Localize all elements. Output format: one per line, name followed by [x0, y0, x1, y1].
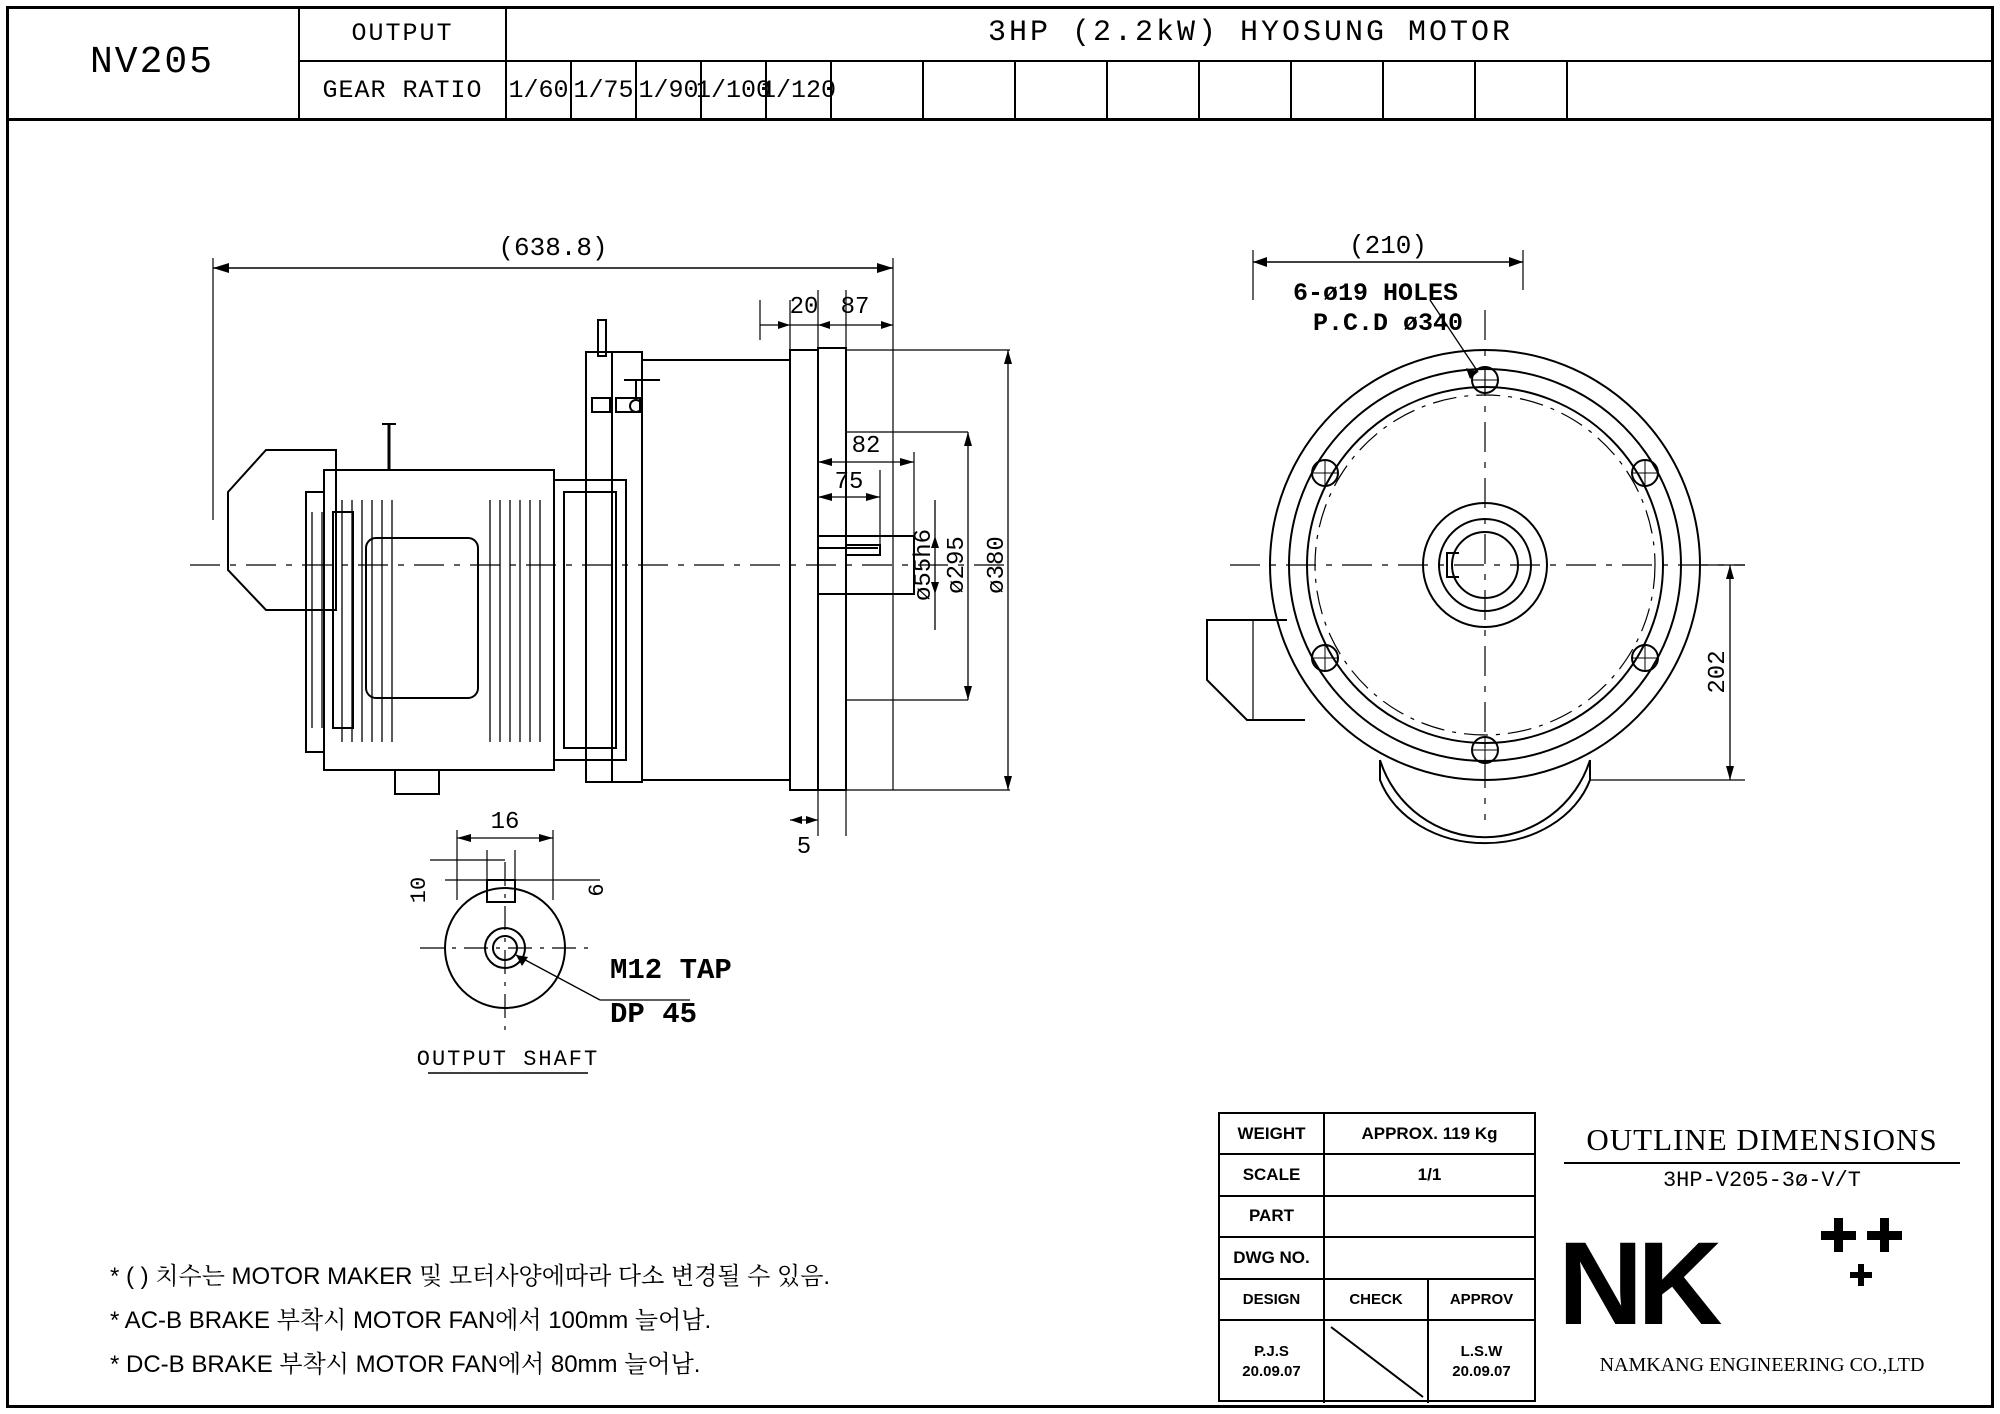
row-weight [1220, 1114, 1534, 1155]
dim-flange-380: ø380 [984, 536, 1011, 594]
drawing-code: 3HP-V205-3ø-V/T [1662, 1168, 1862, 1193]
weight-label: WEIGHT [1220, 1114, 1325, 1153]
dim-75: 75 [834, 469, 864, 496]
model-label: NV205 [89, 40, 215, 84]
part-value [1325, 1197, 1534, 1236]
outline-dimensions-heading: OUTLINE DIMENSIONS [1586, 1122, 1938, 1157]
gear-ratio-value: 1/90 [638, 75, 699, 105]
gear-ratio-value: 1/120 [761, 75, 837, 105]
plus-marks-icon [1821, 1218, 1902, 1286]
note-line-0: * ( ) 치수는 MOTOR MAKER 및 모터사양에따라 다소 변경될 수 있음. [110, 1263, 831, 1290]
note-tap-depth: DP 45 [610, 998, 698, 1031]
row-scale [1220, 1155, 1534, 1196]
dim-overall-length: (638.8) [498, 233, 608, 263]
note-pcd: P.C.D ø340 [1313, 309, 1464, 338]
dim-shaft-diameter: ø55h6 [911, 528, 938, 602]
scale-label: SCALE [1220, 1155, 1325, 1194]
design-name: P.J.S [1254, 1342, 1289, 1360]
design-signature [1220, 1321, 1325, 1403]
dim-202: 202 [1705, 650, 1732, 694]
note-line-2: * DC-B BRAKE 부착시 MOTOR FAN에서 80mm 늘어남. [110, 1351, 701, 1378]
weight-value: APPROX. 119 Kg [1361, 1123, 1498, 1143]
info-table [1218, 1112, 1536, 1402]
company-name: NAMKANG ENGINEERING CO.,LTD [1599, 1354, 1925, 1376]
approv-signature [1429, 1321, 1534, 1403]
dim-87: 87 [840, 294, 870, 321]
note-tap: M12 TAP [610, 954, 732, 987]
approv-label: APPROV [1449, 1290, 1514, 1308]
gear-ratio-value: 1/60 [508, 75, 569, 105]
note-line-1: * AC-B BRAKE 부착시 MOTOR FAN에서 100mm 늘어남. [110, 1307, 712, 1334]
dim-pcd-295: ø295 [944, 536, 971, 594]
design-date: 20.09.07 [1242, 1362, 1301, 1380]
dim-key-width: 16 [490, 809, 520, 836]
gear-ratio-value: 1/75 [573, 75, 634, 105]
check-slash-icon [1325, 1321, 1429, 1403]
dim-front-width: (210) [1348, 231, 1428, 261]
dim-key-left: 10 [407, 876, 432, 904]
nk-logo-text: NK [1558, 1218, 1717, 1342]
part-label: PART [1220, 1197, 1325, 1236]
dim-key-right: 6 [585, 883, 610, 897]
dim-5: 5 [796, 834, 812, 861]
dim-82: 82 [851, 433, 881, 460]
design-label: DESIGN [1220, 1280, 1325, 1319]
approv-date: 20.09.07 [1452, 1362, 1511, 1380]
row-approval-headers [1220, 1280, 1534, 1321]
dim-20: 20 [789, 294, 819, 321]
row-part [1220, 1197, 1534, 1238]
gear-ratio-label: GEAR RATIO [322, 75, 483, 105]
output-label: OUTPUT [351, 18, 454, 48]
check-label: CHECK [1325, 1280, 1429, 1319]
notes-block [110, 1255, 910, 1387]
title-block [1536, 1112, 1988, 1402]
nk-logo [1558, 1212, 1968, 1342]
heading-underline [1564, 1162, 1960, 1164]
check-signature [1325, 1321, 1429, 1403]
gear-ratio-value: 1/100 [696, 75, 772, 105]
scale-value: 1/1 [1417, 1165, 1442, 1185]
row-dwg [1220, 1238, 1534, 1279]
row-approval-signatures [1220, 1321, 1534, 1403]
dwg-label: DWG NO. [1220, 1238, 1325, 1277]
note-holes: 6-ø19 HOLES [1293, 279, 1459, 308]
drawing-title: 3HP (2.2kW) HYOSUNG MOTOR [987, 16, 1514, 50]
approv-name: L.S.W [1460, 1342, 1503, 1360]
dwg-value [1325, 1238, 1534, 1277]
caption-output-shaft: OUTPUT SHAFT [416, 1047, 600, 1072]
